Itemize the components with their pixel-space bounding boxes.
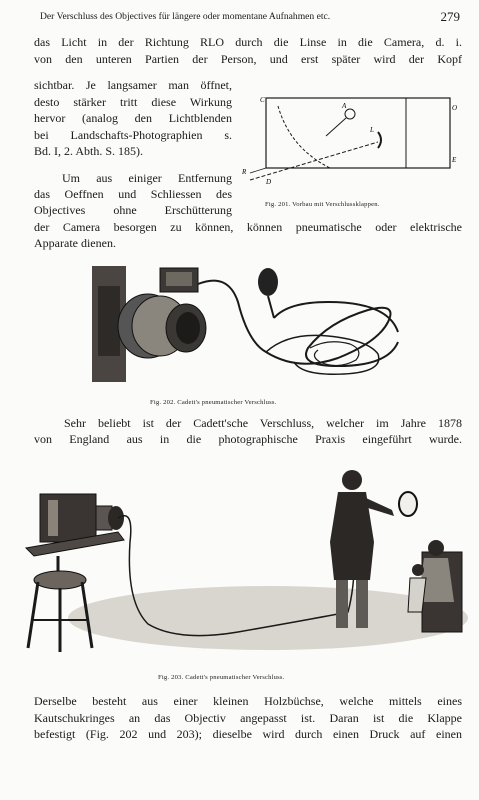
- rubber-tube-long: [274, 302, 398, 332]
- oval-frame: [399, 492, 417, 516]
- text-line: hervor (analog den Lichtblenden: [34, 111, 232, 125]
- text-line: Um aus einiger Entfernung: [62, 171, 232, 185]
- page-number: 279: [440, 9, 460, 24]
- fig201-base: [250, 168, 266, 173]
- text-line: der Camera besorgen zu können, können pneumatische oder elektrische: [34, 220, 462, 234]
- rubber-tube-loop: [266, 335, 379, 374]
- fig201-ray: [250, 142, 378, 180]
- fig203-illustration: [18, 462, 472, 662]
- fig202-caption: Fig. 202. Cadett's pneumatischer Verschluss.: [150, 399, 277, 406]
- fig201-label-r: R: [242, 168, 247, 176]
- fig201-caption: Fig. 201. Vorbau mit Verschlussklappen.: [265, 201, 380, 208]
- text-line: befestigt (Fig. 202 und 203); dieselbe wird durch einen Druck auf einen: [34, 727, 462, 741]
- floor-shadow: [68, 586, 468, 650]
- man-head: [342, 470, 362, 490]
- man-leg-2: [356, 580, 368, 628]
- stool-seat: [34, 571, 86, 589]
- text-line: sichtbar. Je langsamer man öffnet,: [34, 78, 232, 92]
- fig201-label-c: C: [260, 96, 265, 104]
- text-line: von den unteren Partien der Person, und erst später wird der Kopf: [34, 52, 462, 66]
- fig201-label-o: O: [452, 104, 458, 112]
- rubber-bulb: [258, 268, 278, 296]
- fig201-pivot: [345, 109, 355, 119]
- text-line: Bd. I, 2. Abth. S. 185).: [34, 144, 144, 158]
- text-line: desto stärker tritt diese Wirkung: [34, 95, 232, 109]
- text-line: Kautschukringes an das Objectiv angepasst ist. Daran ist die Klappe: [34, 711, 462, 725]
- fig201-label-d: D: [266, 178, 272, 186]
- man-body: [330, 492, 374, 580]
- lens-glass: [176, 312, 200, 344]
- text-line: Derselbe besteht aus einer kleinen Holzbüchse, welche mittels eines: [34, 694, 462, 708]
- fig201-label-a: A: [342, 102, 347, 110]
- running-title: Der Verschluss des Objectives für längere oder momentane Aufnahmen etc.: [40, 11, 331, 22]
- bulb-neck: [268, 296, 274, 318]
- rubber-tube: [198, 281, 398, 366]
- fig201-label-e: E: [452, 156, 457, 164]
- mother-head: [428, 540, 444, 556]
- rubber-tube-loop-inner: [310, 342, 359, 366]
- fig201-lens: [378, 132, 381, 148]
- text-line: Objectives ohne Erschütterung: [34, 203, 232, 217]
- fig201-diagram: [238, 88, 468, 193]
- camera-side: [48, 500, 58, 536]
- running-header: [30, 10, 460, 26]
- text-line: Apparate dienen.: [34, 236, 116, 250]
- text-line: von England aus in die photographische Praxis eingeführt wurde.: [34, 432, 462, 446]
- camera-board-shadow: [98, 286, 120, 356]
- fig201-label-l: L: [370, 126, 374, 134]
- text-line: das Oeffnen und Schliessen des: [34, 187, 232, 201]
- child-head: [412, 564, 424, 576]
- man-leg-1: [336, 580, 348, 628]
- man-arm: [366, 498, 394, 516]
- fig201-frame: [266, 98, 450, 168]
- fig203-caption: Fig. 203. Cadett's pneumatischer Verschluss.: [158, 674, 285, 681]
- text-line: das Licht in der Richtung RLO durch die Linse in die Camera, d. i.: [34, 35, 462, 49]
- text-line: bei Landschafts-Photographien s.: [34, 128, 232, 142]
- fig202-illustration: [88, 262, 418, 387]
- text-line: Sehr beliebt ist der Cadett'sche Verschluss, welcher im Jahre 1878: [64, 416, 462, 430]
- stool-leg-1: [28, 582, 38, 648]
- fig201-flap: [326, 118, 346, 136]
- shutter-box-face: [166, 272, 192, 286]
- lens-shutter: [108, 506, 124, 530]
